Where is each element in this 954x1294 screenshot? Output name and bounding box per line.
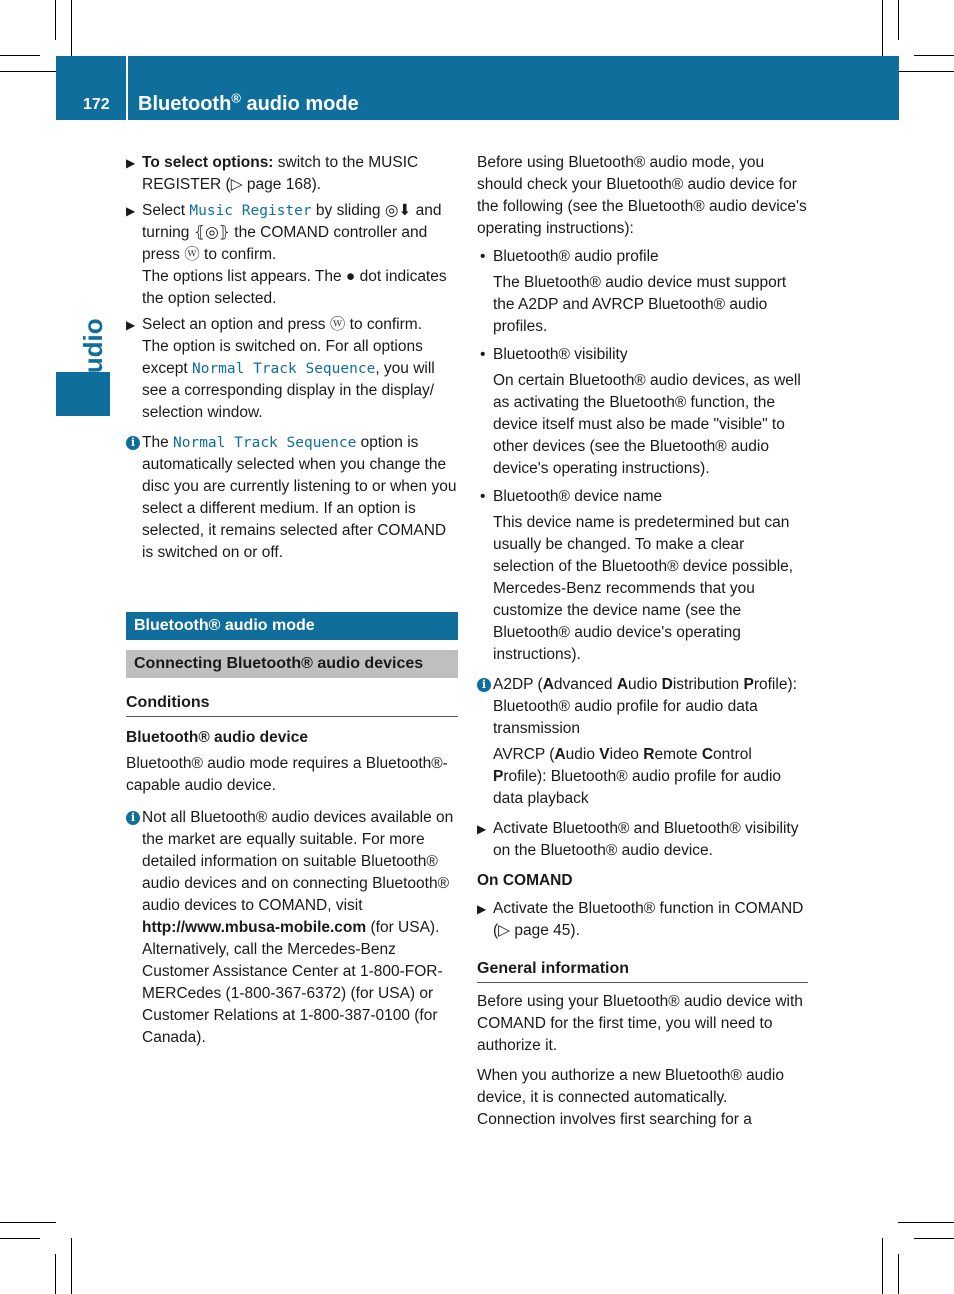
info-icon: i (126, 436, 140, 450)
step-select-option: ▶ Select an option and press ⓦ to confirm. The option is switched on. For all options except Normal Track Sequence, you will see a corresponding display in the display/ selection window. (126, 314, 458, 424)
subsection-heading: Connecting Bluetooth® audio devices (126, 650, 458, 678)
arrow-icon: ▶ (477, 902, 487, 916)
device-text: Bluetooth® audio mode requires a Bluetooth®-capable audio device. (126, 755, 448, 794)
general-info-text: Before using your Bluetooth® audio device with COMAND for the first time, you will need to authorize it. (477, 993, 803, 1054)
arrow-icon: ▶ (126, 318, 136, 332)
list-item: • Bluetooth® device name (480, 488, 663, 505)
intro-text: Before using Bluetooth® audio mode, you should check your Bluetooth® audio device for the following (see the Bluetooth® audio device's operating instructions): (477, 154, 807, 237)
arrow-icon: ▶ (477, 822, 487, 836)
header-divider (126, 56, 128, 120)
arrow-icon: ▶ (126, 156, 136, 170)
info-icon: i (477, 678, 491, 692)
side-tab-label: Audio (78, 318, 108, 392)
crop-mark (898, 1254, 899, 1294)
crop-mark (0, 1238, 40, 1239)
left-column (126, 152, 458, 1049)
crop-mark (0, 71, 56, 72)
page-number: 172 (83, 96, 110, 113)
crop-mark (0, 55, 40, 56)
general-info-text: When you authorize a new Bluetooth® audio device, it is connected automatically. Connection involves first searching for a (477, 1067, 784, 1128)
crop-mark (898, 1222, 954, 1223)
step-select-music-register: ▶ Select Music Register by sliding ◎⬇ and turning ⦃◎⦄ the COMAND controller and press ⓦ to confirm. The options list appears. The ● dot indicates the option selected. (126, 200, 458, 310)
right-column (477, 152, 808, 1131)
info-note: i The Normal Track Sequence option is automatically selected when you change the disc you are currently listening to or when you select a different medium. If an option is selected, it remains selected after COMAND is switched on or off. (126, 432, 458, 564)
arrow-icon: ▶ (126, 204, 136, 218)
step-result: The option is switched on. For all options except Normal Track Sequence, you will see a corresponding display in the display/ selection window. (142, 338, 435, 421)
list-item: • Bluetooth® visibility (480, 346, 628, 363)
crop-mark (914, 55, 954, 56)
step-activate-bluetooth: ▶ Activate Bluetooth® and Bluetooth® visibility on the Bluetooth® audio device. (477, 820, 799, 859)
general-info-heading: General information (477, 958, 808, 983)
crop-mark (914, 1238, 954, 1239)
crop-mark (71, 1238, 72, 1294)
list-item-body: The Bluetooth® audio device must support the A2DP and AVRCP Bluetooth® audio profiles. (493, 274, 787, 335)
crop-mark (898, 71, 954, 72)
on-comand-heading: On COMAND (477, 872, 573, 889)
menu-item-normal-track-sequence: Normal Track Sequence (191, 361, 376, 377)
menu-item-music-register: Music Register (189, 203, 312, 219)
info-icon: i (126, 811, 140, 825)
step-activate-comand: ▶ Activate the Bluetooth® function in COMAND (▷ page 45). (477, 900, 804, 939)
conditions-heading: Conditions (126, 692, 458, 717)
crop-mark (71, 0, 72, 56)
crop-mark (898, 0, 899, 40)
page-header (56, 56, 899, 120)
crop-mark (55, 0, 56, 40)
section-heading: Bluetooth® audio mode (126, 612, 458, 640)
step-result: The options list appears. The ● dot indicates the option selected. (142, 268, 447, 307)
page-title: Bluetooth® audio mode (138, 90, 359, 115)
step-select-options: ▶ To select options: switch to the MUSIC REGISTER (▷ page 168). (126, 154, 419, 193)
mbusa-link[interactable]: http://www.mbusa-mobile.com (142, 919, 367, 936)
info-note-profiles: i A2DP (Advanced Audio Distribution Profile): Bluetooth® audio profile for audio data transmission AVRCP (Audio Video Remote Control Profile): Bluetooth® audio profile for audio data playback (477, 674, 808, 810)
list-item: • Bluetooth® audio profile (480, 248, 659, 265)
list-item-body: This device name is predetermined but can usually be changed. To make a clear selection of the Bluetooth® device possible, Mercedes-Benz recommends that you customize the device name (see the Bluetooth® audio device's operating instructions). (493, 514, 794, 663)
list-item-body: On certain Bluetooth® audio devices, as well as activating the Bluetooth® function, the device itself must also be made "visible" to other devices (see the Bluetooth® audio device's operating instructions). (493, 372, 801, 477)
info-note-devices: i Not all Bluetooth® audio devices available on the market are equally suitable. For more detailed information on suitable Bluetooth® audio devices and on connecting Bluetooth® audio devices to COMAND, visit http://www.mbusa-mobile.com (for USA). Alternatively, call the Mercedes-Benz Customer Assistance Center at 1-800-FOR-MERCedes (1-800-367-6372) (for USA) or Customer Relations at 1-800-387-0100 (for Canada). (126, 807, 458, 1049)
device-heading: Bluetooth® audio device (126, 729, 308, 746)
crop-mark (0, 1222, 56, 1223)
crop-mark (882, 1238, 883, 1294)
crop-mark (55, 1254, 56, 1294)
crop-mark (882, 0, 883, 56)
